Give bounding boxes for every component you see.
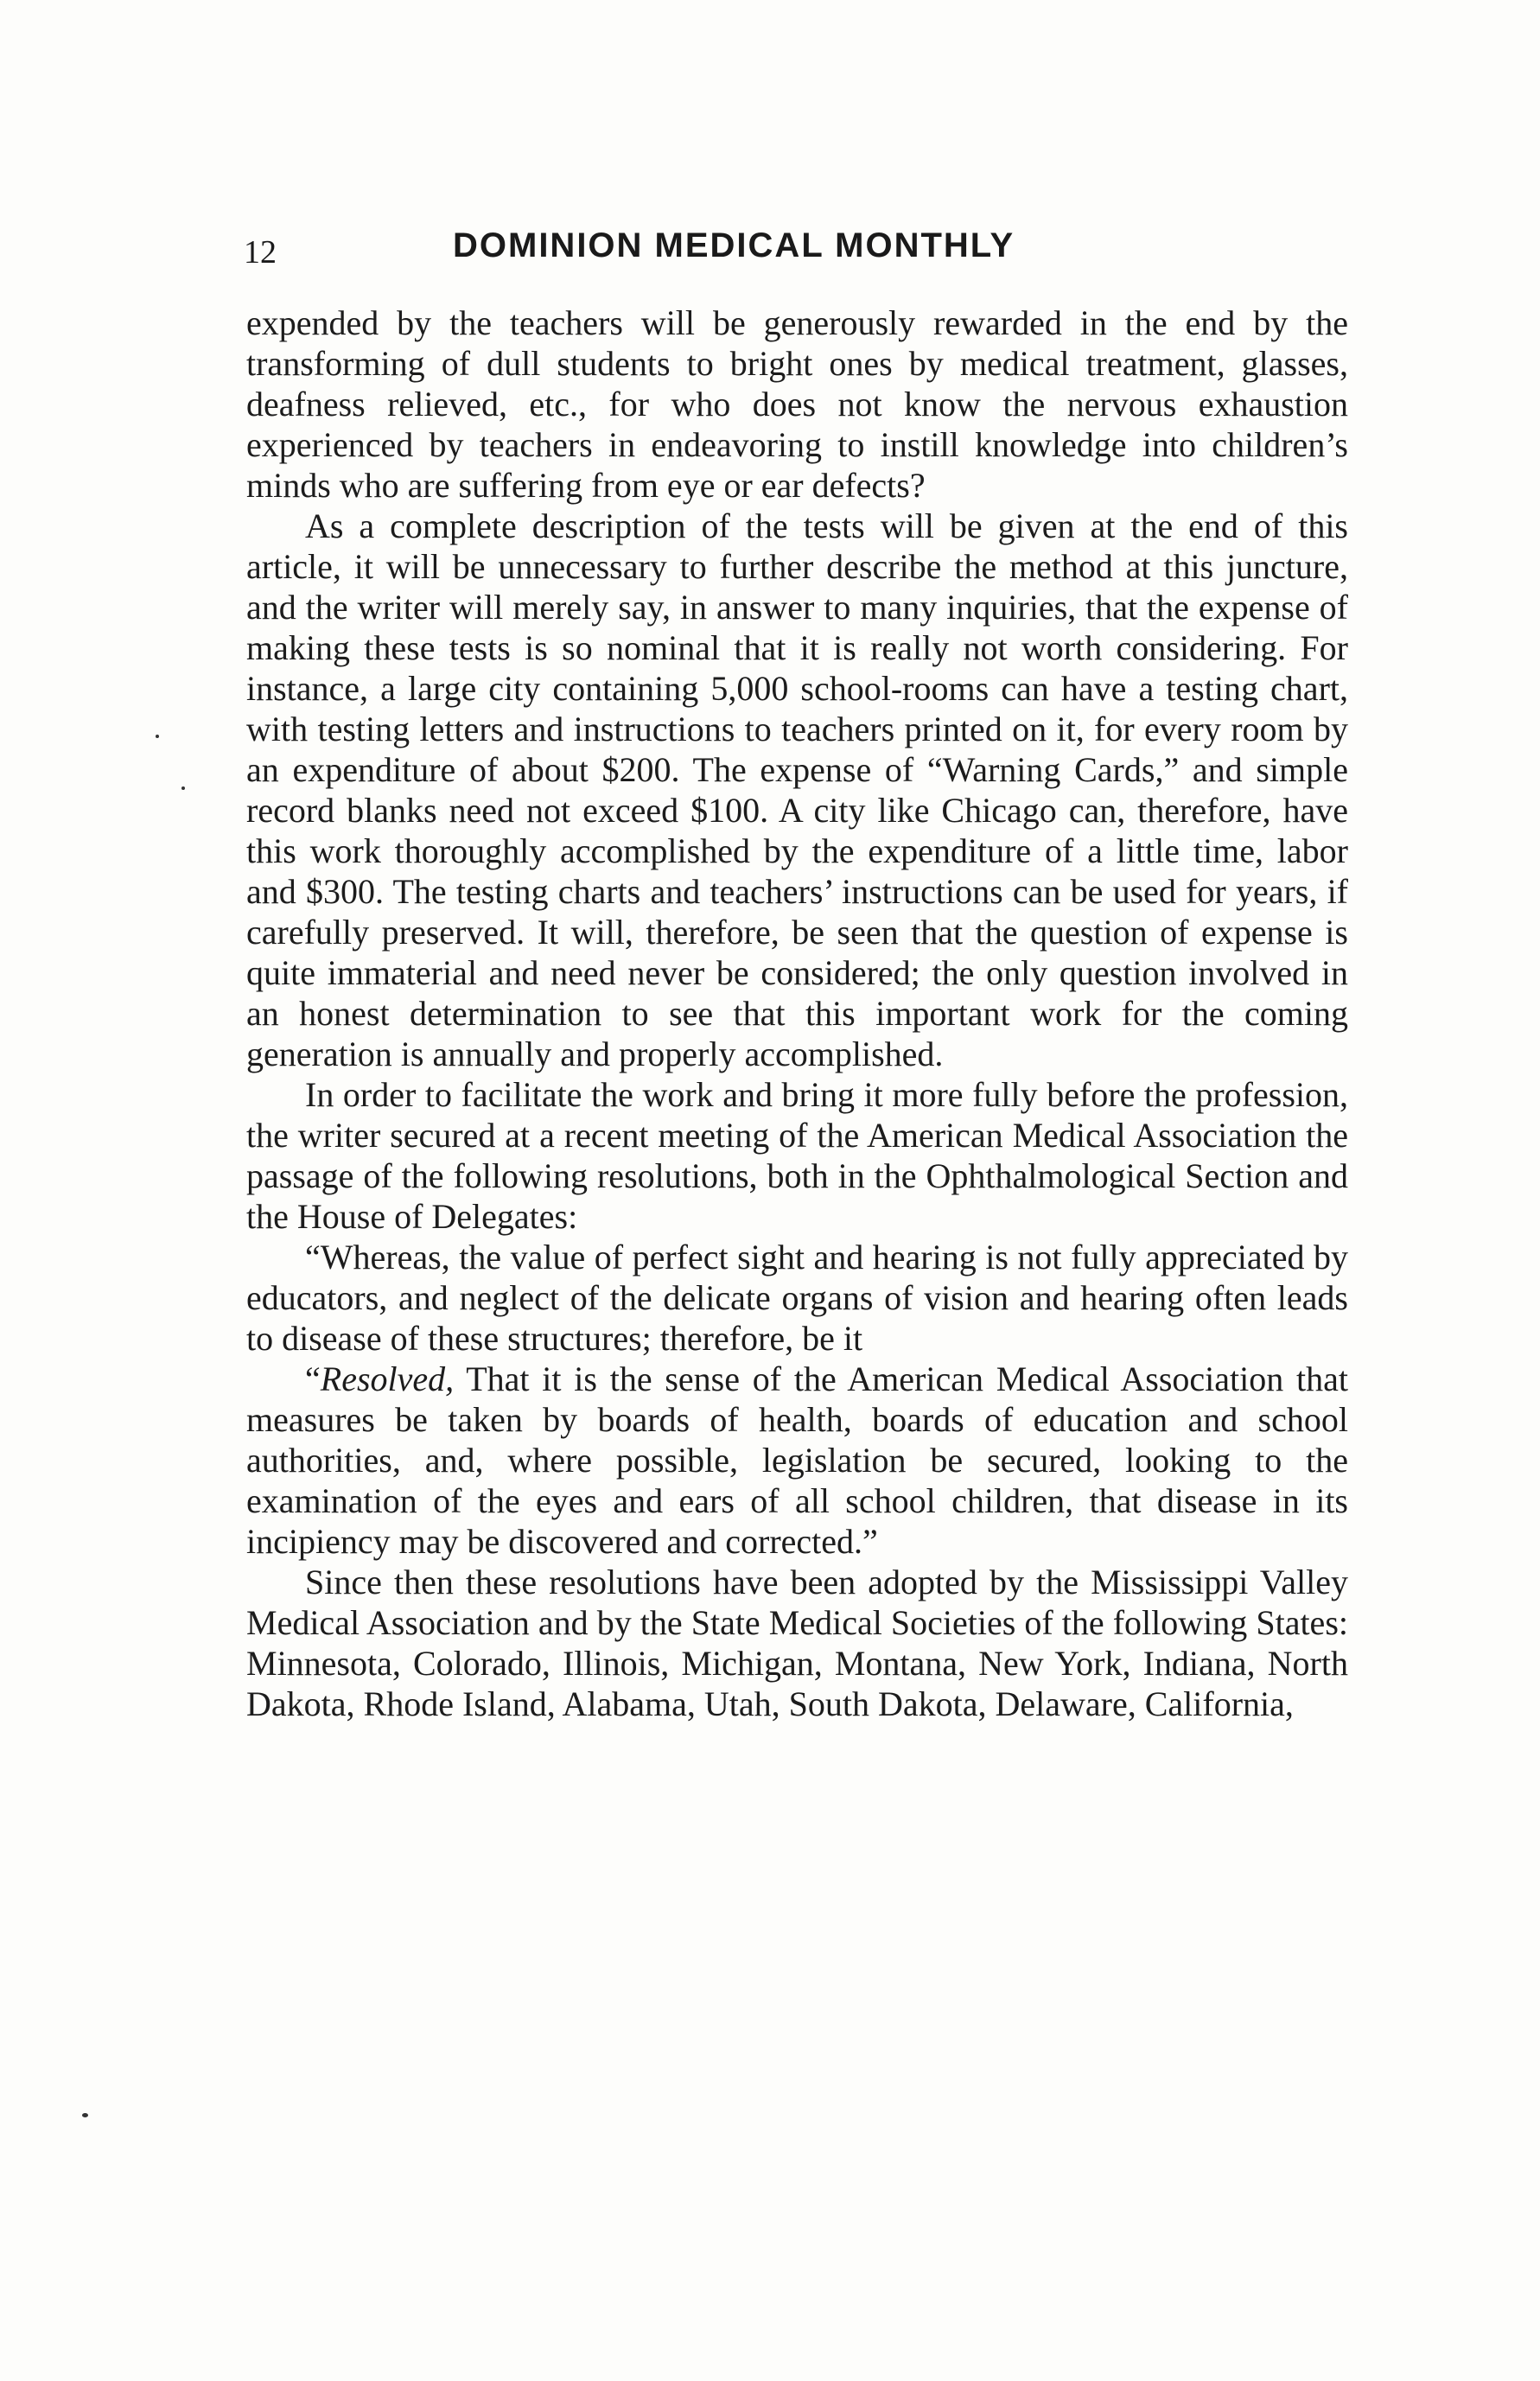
resolved-text: That it is the sense of the American Medical Association that measures be taken by boards of health, boards of education and school authorities, and, where possible, legislation be secured, looking to the examination of the eyes and ears of all school children, that disease in its incipiency may be discovered and corrected.” <box>246 1359 1348 1561</box>
quote-whereas: “Whereas, the value of perfect sight and hearing is not fully appreciated by educators, and neglect of the delicate organs of vision and hearing often leads to disease of these structures; therefore, be it <box>246 1238 1348 1358</box>
scan-speck <box>181 786 185 790</box>
paragraph-continuation: expended by the teachers will be generously rewarded in the end by the transforming of dull students to bright ones by medical treatment, glasses, deafness relieved, etc., for who does not know the nervous exhaustion experienced by teachers in endeavoring to instill knowledge into children’s minds who are suffering from eye or ear defects? <box>246 303 1348 505</box>
quote-open-mark: “ <box>305 1359 321 1398</box>
paragraph-adoption: Since then these resolutions have been adopted by the Mississippi Valley Medical Association and by the State Medical Societies of the following States: Minnesota, Colorado, Illinois, Michigan, Montana, New York, Indiana, North Dakota, Rhode Island, Alabama, Utah, South Dakota, Delaware, California, <box>246 1563 1348 1723</box>
paragraph-test-expense: As a complete description of the tests will be given at the end of this article, it will be unnecessary to further describe the method at this juncture, and the writer will merely say, in answer to many inquiries, that the expense of making these tests is so nominal that it is really not worth considering. For instance, a large city containing 5,000 school-rooms can have a testing chart, with testing letters and instructions to teachers printed on it, for every room by an expenditure of about $200. The expense of “Warning Cards,” and simple record blanks need not exceed $100. A city like Chicago can, therefore, have this work thoroughly accomplished by the expenditure of a little time, labor and $300. The testing charts and teachers’ instructions can be used for years, if carefully preserved. It will, therefore, be seen that the question of expense is quite immaterial and need never be considered; the only question involved in an honest determination to see that this important work for the coming generation is annually and properly accomplished. <box>246 506 1348 1073</box>
paragraph-resolutions-intro: In order to facilitate the work and bring it more fully before the profession, the writer secured at a recent meeting of the American Medical Association the passage of the following resolutions, both in the Ophthalmological Section and the House of Delegates: <box>246 1075 1348 1236</box>
article-body <box>246 302 1348 1724</box>
resolved-italic-lead: Resolved, <box>320 1359 455 1398</box>
running-header <box>244 226 1367 278</box>
page-number: 12 <box>244 234 277 271</box>
journal-title: DOMINION MEDICAL MONTHLY <box>453 226 1015 264</box>
quote-resolved <box>246 1359 1348 1562</box>
scan-speck <box>82 2113 88 2117</box>
scan-speck <box>156 735 159 738</box>
